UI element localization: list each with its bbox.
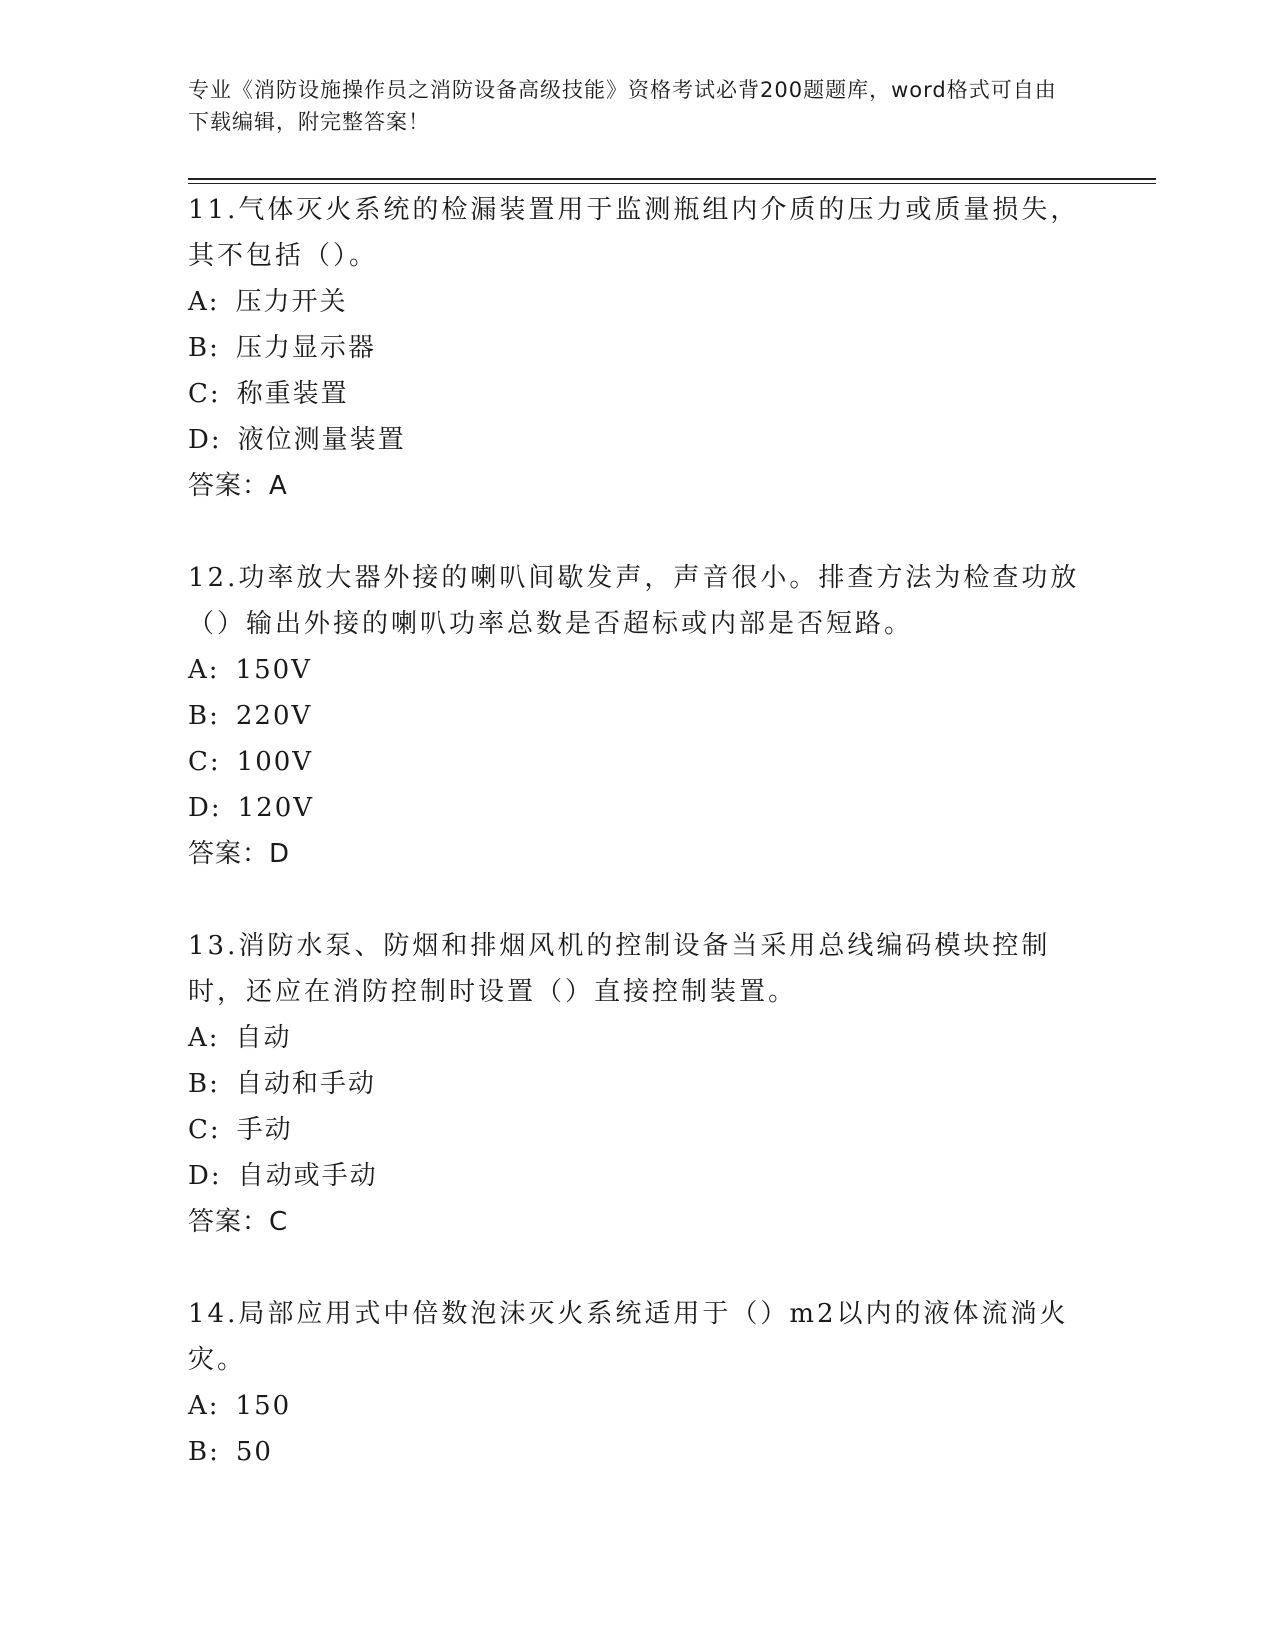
option-text: 压力显示器 <box>235 333 376 363</box>
option-letter: A: <box>188 655 220 685</box>
option-text: 手动 <box>236 1115 293 1145</box>
option-letter: A: <box>188 287 220 317</box>
option-letter: D: <box>188 1161 222 1191</box>
answer-line <box>188 831 1088 877</box>
option-letter: B: <box>188 1437 220 1467</box>
question-text: 局部应用式中倍数泡沫灭火系统适用于（）m2以内的液体流淌火灾。 <box>188 1299 1069 1375</box>
question-13 <box>188 923 1088 1245</box>
question-14 <box>188 1291 1088 1475</box>
option-b <box>188 693 1088 739</box>
option-letter: C: <box>188 747 221 777</box>
option-text: 120V <box>237 793 315 823</box>
option-letter: D: <box>188 425 222 455</box>
option-b <box>188 1061 1088 1107</box>
option-letter: A: <box>188 1023 220 1053</box>
option-text: 自动或手动 <box>237 1161 378 1191</box>
question-number: 14. <box>188 1299 239 1329</box>
question-text: 消防水泵、防烟和排烟风机的控制设备当采用总线编码模块控制时，还应在消防控制时设置（）直接控制装置。 <box>188 931 1051 1007</box>
answer-line <box>188 463 1088 509</box>
option-a <box>188 1383 1088 1429</box>
option-b <box>188 325 1088 371</box>
question-text: 气体灭火系统的检漏装置用于监测瓶组内介质的压力或质量损失，其不包括（）。 <box>188 195 1080 271</box>
answer-value: D <box>269 839 291 869</box>
option-c <box>188 739 1088 785</box>
option-text: 称重装置 <box>236 379 349 409</box>
question-12 <box>188 555 1088 877</box>
question-stem <box>188 555 1088 647</box>
option-d <box>188 1153 1088 1199</box>
question-text: 功率放大器外接的喇叭间歇发声，声音很小。排查方法为检查功放（）输出外接的喇叭功率总数是否超标或内部是否短路。 <box>188 563 1080 639</box>
option-text: 150V <box>235 655 312 685</box>
answer-label: 答案： <box>188 471 270 501</box>
option-letter: B: <box>188 333 220 363</box>
option-d <box>188 417 1088 463</box>
option-text: 压力开关 <box>235 287 348 317</box>
document-header <box>188 74 1068 138</box>
header-text: 专业《消防设施操作员之消防设备高级技能》资格考试必背200题题库，word格式可自由下载编辑，附完整答案！ <box>188 78 1057 134</box>
option-text: 220V <box>235 701 313 731</box>
answer-value: C <box>269 1207 289 1237</box>
option-letter: C: <box>188 379 221 409</box>
question-11 <box>188 187 1088 509</box>
answer-label: 答案： <box>188 839 270 869</box>
option-a <box>188 279 1088 325</box>
question-list <box>188 187 1088 1521</box>
answer-line <box>188 1199 1088 1245</box>
option-text: 50 <box>235 1437 273 1467</box>
option-letter: A: <box>188 1391 220 1421</box>
answer-label: 答案： <box>188 1207 270 1237</box>
question-number: 11. <box>188 195 239 225</box>
option-letter: C: <box>188 1115 221 1145</box>
header-divider-thick <box>188 178 1156 180</box>
option-letter: B: <box>188 701 220 731</box>
option-d <box>188 785 1088 831</box>
option-letter: D: <box>188 793 222 823</box>
option-c <box>188 1107 1088 1153</box>
header-divider-thin <box>188 183 1156 184</box>
question-number: 13. <box>188 931 239 961</box>
question-stem <box>188 1291 1088 1383</box>
question-stem <box>188 923 1088 1015</box>
option-c <box>188 371 1088 417</box>
option-b <box>188 1429 1088 1475</box>
option-text: 自动 <box>235 1023 292 1053</box>
option-text: 液位测量装置 <box>237 425 406 455</box>
option-letter: B: <box>188 1069 220 1099</box>
option-text: 150 <box>235 1391 292 1421</box>
option-a <box>188 1015 1088 1061</box>
option-text: 100V <box>236 747 314 777</box>
option-a <box>188 647 1088 693</box>
question-number: 12. <box>188 563 239 593</box>
question-stem <box>188 187 1088 279</box>
option-text: 自动和手动 <box>235 1069 376 1099</box>
answer-value: A <box>269 471 288 501</box>
